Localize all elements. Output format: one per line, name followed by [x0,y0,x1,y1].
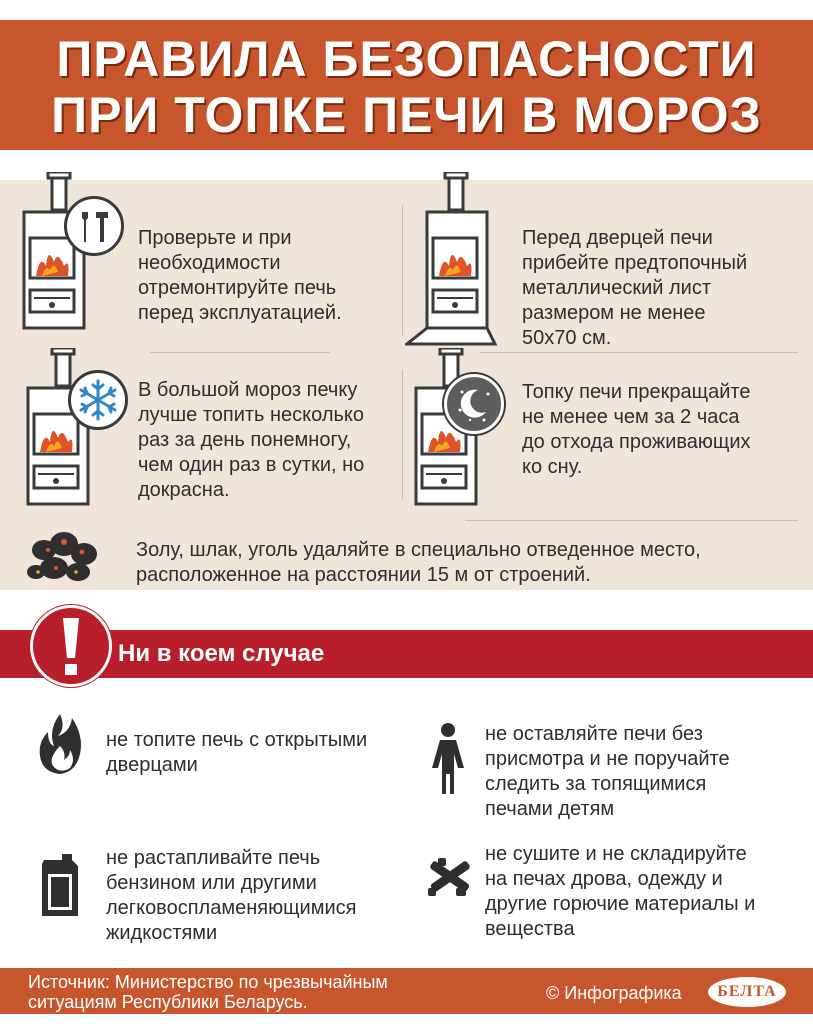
tip-4-line: Топку печи прекращайте [522,381,751,403]
bottom-strip [0,1014,813,1024]
tips-row-divider-bottom [465,520,798,521]
tip-1-line: перед эксплуатацией. [138,302,342,324]
never-1-line: дверцами [106,754,198,776]
never-3-text [106,846,416,946]
tip-1-line: необходимости [138,252,281,274]
ash-tip-line: расположенное на расстоянии 15 м от строений. [136,564,591,586]
tip-1-line: Проверьте и при [138,227,292,249]
tip-2-line: 50х70 см. [522,327,612,349]
warning-title: Ни в коем случае [118,640,325,667]
tip-2-line: размером не менее [522,302,706,324]
child-icon [430,722,466,803]
metal-sheet-icon [405,328,406,329]
header [0,0,813,152]
coal-icon [24,528,104,589]
never-3-line: не растапливайте печь [106,847,321,869]
tip-1-line: отремонтируйте печь [138,277,337,299]
never-4-line: вещества [485,918,575,940]
never-2-line: присмотра и не поручайте [485,748,730,770]
infographic-credit: © Инфографика [546,983,682,1003]
never-1-text [106,728,416,778]
source-line: Источник: Министерство по чрезвычайным [28,972,388,992]
stove-icon [18,172,88,337]
tip-1-text [138,226,398,326]
never-2-line: не оставляйте печи без [485,723,703,745]
tip-2-line: металлический лист [522,277,711,299]
tools-icon [64,196,124,256]
tips-column-divider [402,205,403,335]
never-3-line: жидкостями [106,922,218,944]
never-2-line: следить за топящимися [485,773,707,795]
firewood-icon [424,854,476,905]
never-2-line: печами детям [485,798,615,820]
page-title-line1: ПРАВИЛА БЕЗОПАСНОСТИ [56,31,757,87]
tips-row-divider-right [480,352,798,353]
never-2-text [485,722,795,822]
exclamation-icon [30,605,112,687]
ash-tip-line: Золу, шлак, уголь удаляйте в специально отведенное место, [136,539,701,561]
belta-logo [706,975,788,1009]
tip-2-line: Перед дверцей печи [522,227,713,249]
belta-logo-text: БЕЛТА [717,983,777,1000]
tip-4-text [522,380,797,480]
canister-icon [38,850,82,923]
tips-column-divider-2 [402,370,403,500]
snowflake-icon [68,370,128,430]
tip-3-line: докрасна. [138,479,230,501]
never-4-line: на печах дрова, одежду и [485,868,723,890]
moon-icon [444,374,504,434]
ash-tip-text [136,538,796,588]
tip-2-text [522,226,792,351]
tip-4-line: не менее чем за 2 часа [522,406,740,428]
tip-3-text [138,378,400,503]
never-4-line: не сушите и не складируйте [485,843,747,865]
stove-with-sheet-icon [405,172,505,352]
tip-4-line: ко сну. [522,456,583,478]
stove-icon [22,348,92,513]
tip-4-line: до отхода проживающих [522,431,751,453]
tip-3-line: лучше топить несколько [138,404,365,426]
source-line: ситуациям Республики Беларусь. [28,992,308,1012]
never-3-line: легковоспламеняющимися [106,897,357,919]
tip-3-line: В большой мороз печку [138,379,358,401]
fire-icon [36,712,86,781]
never-3-line: бензином или другими [106,872,317,894]
never-1-line: не топите печь с открытыми [106,729,368,751]
page-title-line2: ПРИ ТОПКЕ ПЕЧИ В МОРОЗ [51,87,762,143]
never-4-line: другие горючие материалы и [485,893,756,915]
tip-3-line: раз за день понемногу, [138,429,352,451]
never-4-text [485,842,803,942]
source-text [28,972,498,1012]
tip-3-line: чем один раз в сутки, но [138,454,365,476]
tips-row-divider-left [150,352,330,353]
tip-2-line: прибейте предтопочный [522,252,748,274]
